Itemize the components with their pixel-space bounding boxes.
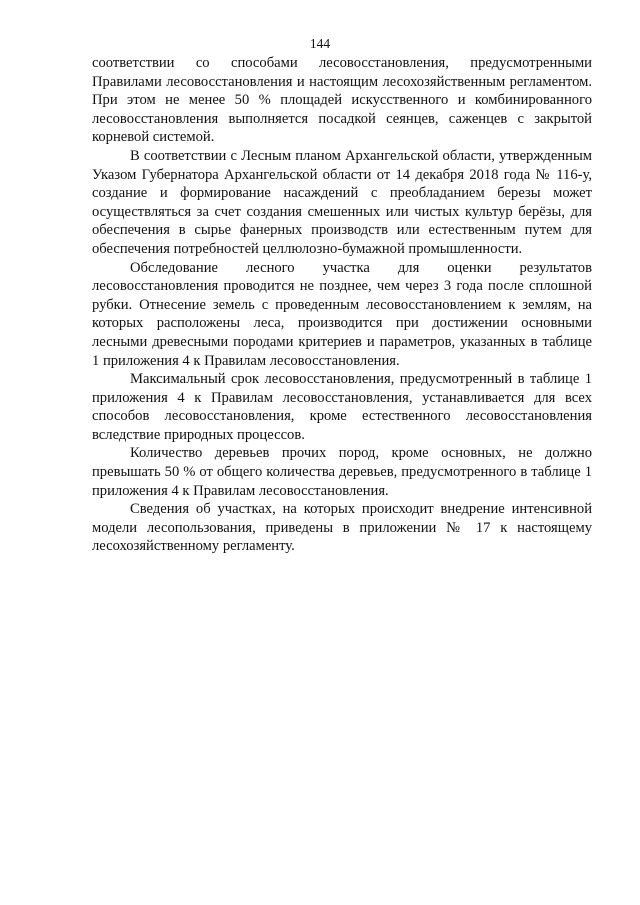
paragraph-1: соответствии со способами лесовосстановления, предусмотренными Правилами лесовосстановления и настоящим лесохозяйственным регламентом. При этом не менее 50 % площадей искусственного и комбинированного лесовосстановления выполняется посадкой сеянцев, саженцев с закрытой корневой системой. (92, 55, 592, 146)
paragraph-4: Максимальный срок лесовосстановления, предусмотренный в таблице 1 приложения 4 к Правилам лесовосстановления, устанавливается для всех способов лесовосстановления, кроме естественного лесовосстановления вследствие природных процессов. (92, 371, 592, 443)
paragraph-5: Количество деревьев прочих пород, кроме основных, не должно превышать 50 % от общего количества деревьев, предусмотренного в таблице 1 приложения 4 к Правилам лесовосстановления. (92, 445, 592, 499)
paragraph-3: Обследование лесного участка для оценки результатов лесовосстановления проводится не позднее, чем через 3 года после сплошной рубки. Отнесение земель с проведенным лесовосстановлением к землям, на которых расположены леса, производится при достижении основными лесными древесными породами критериев и параметров, указанных в таблице 1 приложения 4 к Правилам лесовосстановления. (92, 259, 592, 369)
page-number: 144 (309, 36, 331, 51)
paragraph-2: В соответствии с Лесным планом Архангельской области, утвержденным Указом Губернатора Архангельской области от 14 декабря 2018 года № 116-у, создание и формирование насаждений с преобладанием березы может осуществляться за счет создания смешенных или чистых культур берёзы, для обеспечения в сырье фанерных производств или естественным путем для обеспечения потребностей целлюлозно-бумажной промышленности. (92, 147, 592, 257)
paragraph-6: Сведения об участках, на которых происходит внедрение интенсивной модели лесопользования, приведены в приложении № 17 к настоящему лесохозяйственному регламенту. (92, 501, 592, 555)
body-text (92, 54, 592, 556)
